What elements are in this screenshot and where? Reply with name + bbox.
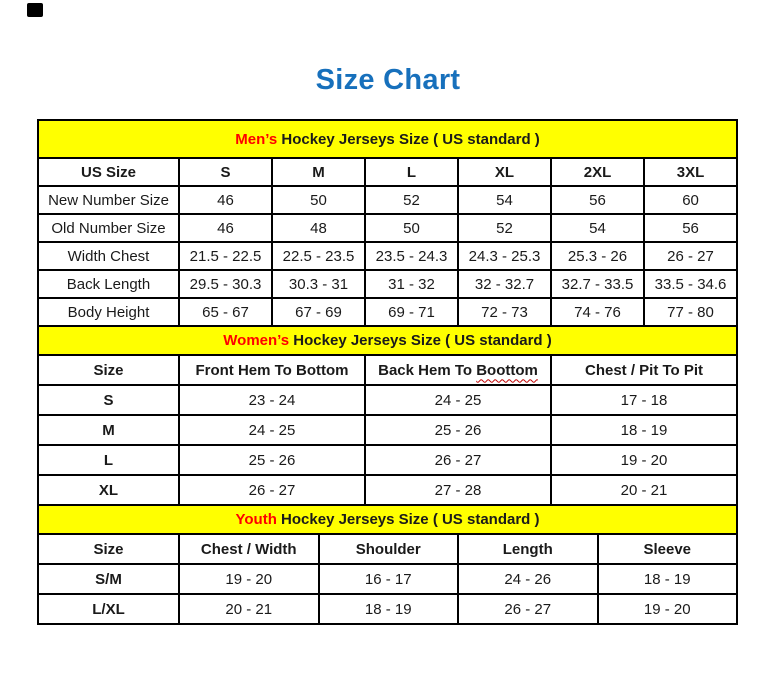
table-row-womens-m (38, 415, 737, 445)
data-cell: 25.3 - 26 (551, 242, 644, 270)
row-label: M (38, 415, 179, 445)
data-cell: 22.5 - 23.5 (272, 242, 365, 270)
column-header: Back Hem To Boottom (365, 355, 551, 385)
table-mens (37, 119, 738, 327)
table-row-mens-width-chest (38, 242, 737, 270)
table-row-mens-body-height (38, 298, 737, 326)
data-cell: 24 - 26 (458, 564, 598, 594)
data-cell: 20 - 21 (179, 594, 319, 624)
column-header: Chest / Pit To Pit (551, 355, 737, 385)
data-cell: 27 - 28 (365, 475, 551, 505)
table-row-mens-old-number-size (38, 214, 737, 242)
data-cell: 32 - 32.7 (458, 270, 551, 298)
column-header: Length (458, 534, 598, 564)
data-cell: 52 (458, 214, 551, 242)
data-cell: 48 (272, 214, 365, 242)
data-cell: 65 - 67 (179, 298, 272, 326)
data-cell: 46 (179, 186, 272, 214)
column-header: Shoulder (319, 534, 459, 564)
caption-text: Hockey Jerseys Size ( US standard ) (276, 511, 540, 528)
data-cell: 52 (365, 186, 458, 214)
data-cell: 72 - 73 (458, 298, 551, 326)
table-row-womens-l (38, 445, 737, 475)
data-cell: 26 - 27 (179, 475, 365, 505)
data-cell: 25 - 26 (365, 415, 551, 445)
table-womens (37, 325, 738, 506)
row-label: L/XL (38, 594, 179, 624)
misspelled-word: Boottom (476, 361, 538, 379)
data-cell: 54 (551, 214, 644, 242)
table-row-mens-new-number-size (38, 186, 737, 214)
data-cell: 31 - 32 (365, 270, 458, 298)
data-cell: 19 - 20 (551, 445, 737, 475)
data-cell: 32.7 - 33.5 (551, 270, 644, 298)
data-cell: 20 - 21 (551, 475, 737, 505)
table-caption-womens (38, 326, 737, 355)
caption-highlight: Men’s (235, 130, 278, 148)
row-label: S (38, 385, 179, 415)
table-caption-mens (38, 120, 737, 158)
table-caption-youth (38, 505, 737, 534)
data-cell: 26 - 27 (644, 242, 737, 270)
data-cell: 54 (458, 186, 551, 214)
caption-row-youth (38, 505, 737, 534)
column-header: US Size (38, 158, 179, 186)
data-cell: 46 (179, 214, 272, 242)
table-row-womens-xl (38, 475, 737, 505)
row-label: S/M (38, 564, 179, 594)
caption-text: Hockey Jerseys Size ( US standard ) (277, 130, 540, 148)
data-cell: 23 - 24 (179, 385, 365, 415)
data-cell: 56 (551, 186, 644, 214)
data-cell: 23.5 - 24.3 (365, 242, 458, 270)
caption-text: Hockey Jerseys Size ( US standard ) (289, 332, 552, 349)
corner-mark-icon (27, 3, 43, 17)
page-title: Size Chart (315, 64, 461, 96)
data-cell: 56 (644, 214, 737, 242)
data-cell: 18 - 19 (598, 564, 738, 594)
data-cell: 29.5 - 30.3 (179, 270, 272, 298)
table-youth (37, 504, 738, 625)
column-header: Size (38, 534, 179, 564)
column-header: Sleeve (598, 534, 738, 564)
table-row-mens-back-length (38, 270, 737, 298)
row-label: L (38, 445, 179, 475)
row-label: Body Height (38, 298, 179, 326)
data-cell: 24 - 25 (179, 415, 365, 445)
column-header: S (179, 158, 272, 186)
data-cell: 26 - 27 (458, 594, 598, 624)
caption-highlight: Women’s (223, 332, 290, 349)
row-label: Width Chest (38, 242, 179, 270)
column-header: XL (458, 158, 551, 186)
data-cell: 24.3 - 25.3 (458, 242, 551, 270)
column-header: Front Hem To Bottom (179, 355, 365, 385)
header-row-womens (38, 355, 737, 385)
column-header: Chest / Width (179, 534, 319, 564)
data-cell: 26 - 27 (365, 445, 551, 475)
data-cell: 60 (644, 186, 737, 214)
data-cell: 19 - 20 (598, 594, 738, 624)
tables-host (37, 119, 736, 625)
data-cell: 74 - 76 (551, 298, 644, 326)
header-row-youth (38, 534, 737, 564)
data-cell: 30.3 - 31 (272, 270, 365, 298)
data-cell: 50 (272, 186, 365, 214)
data-cell: 24 - 25 (365, 385, 551, 415)
column-header: Size (38, 355, 179, 385)
column-header: 3XL (644, 158, 737, 186)
table-row-youth-s-m (38, 564, 737, 594)
data-cell: 50 (365, 214, 458, 242)
row-label: XL (38, 475, 179, 505)
table-row-youth-l-xl (38, 594, 737, 624)
data-cell: 67 - 69 (272, 298, 365, 326)
data-cell: 21.5 - 22.5 (179, 242, 272, 270)
caption-row-womens (38, 326, 737, 355)
caption-highlight: Youth (235, 511, 277, 528)
header-row-mens (38, 158, 737, 186)
caption-row-mens (38, 120, 737, 158)
row-label: New Number Size (38, 186, 179, 214)
row-label: Old Number Size (38, 214, 179, 242)
data-cell: 19 - 20 (179, 564, 319, 594)
row-label: Back Length (38, 270, 179, 298)
data-cell: 77 - 80 (644, 298, 737, 326)
column-header: L (365, 158, 458, 186)
data-cell: 18 - 19 (551, 415, 737, 445)
data-cell: 25 - 26 (179, 445, 365, 475)
data-cell: 18 - 19 (319, 594, 459, 624)
data-cell: 17 - 18 (551, 385, 737, 415)
column-header: M (272, 158, 365, 186)
data-cell: 33.5 - 34.6 (644, 270, 737, 298)
column-header: 2XL (551, 158, 644, 186)
data-cell: 16 - 17 (319, 564, 459, 594)
table-row-womens-s (38, 385, 737, 415)
data-cell: 69 - 71 (365, 298, 458, 326)
